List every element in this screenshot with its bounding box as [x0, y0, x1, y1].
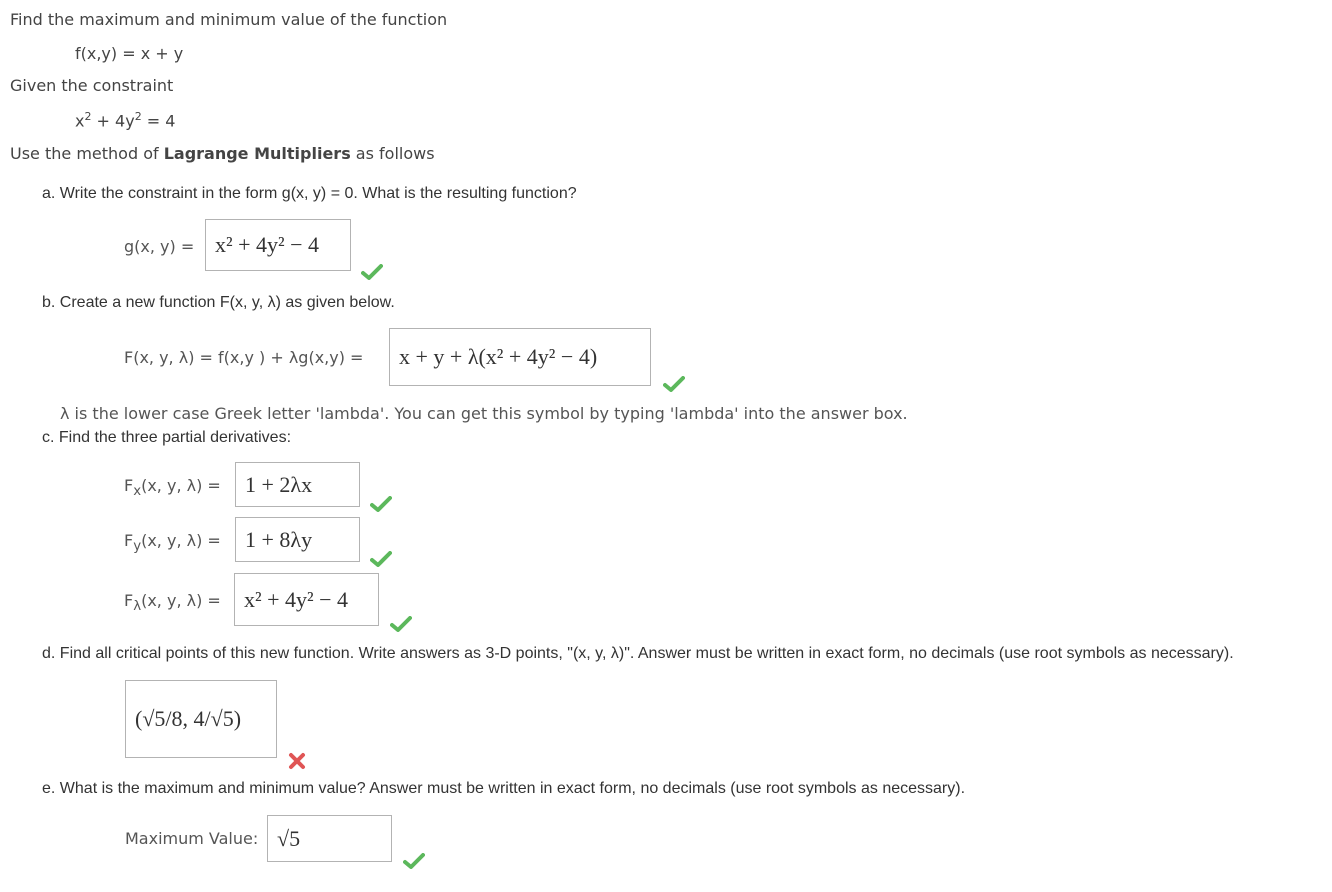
- question-a: a. Write the constraint in the form g(x, y) = 0. What is the resulting function?: [42, 185, 577, 202]
- answer-a-input[interactable]: [205, 219, 351, 271]
- answer-flambda-input[interactable]: [234, 573, 379, 626]
- max-value-label: Maximum Value:: [125, 829, 259, 848]
- answer-a-value: x² + 4y² − 4: [215, 232, 320, 257]
- g-label: g(x, y) =: [124, 237, 195, 256]
- answer-fx-input[interactable]: [235, 462, 360, 507]
- correct-check-icon: [361, 264, 383, 280]
- correct-check-icon: [370, 551, 392, 567]
- given-constraint-label: Given the constraint: [10, 76, 174, 95]
- correct-check-icon: [370, 496, 392, 512]
- method-text: Use the method of Lagrange Multipliers as follows: [10, 144, 435, 163]
- question-c: c. Find the three partial derivatives:: [42, 429, 292, 446]
- Fy-label: $F_y(x$, y, λ) =: [124, 531, 221, 555]
- correct-check-icon: [390, 616, 412, 632]
- function-text: f(x,y) = x + y: [75, 44, 184, 63]
- constraint-text: $x^2 + 4y^2 = 4$: [75, 110, 176, 131]
- answer-d-value: (√5/8, 4/√5): [135, 706, 242, 731]
- correct-check-icon: [663, 376, 685, 392]
- answer-fy-value: 1 + 8λy: [245, 526, 313, 552]
- answer-fy-input[interactable]: [235, 517, 360, 562]
- answer-max-value: √5: [277, 825, 301, 851]
- answer-max-input[interactable]: [267, 815, 392, 862]
- lambda-note: λ is the lower case Greek letter 'lambda'. You can get this symbol by typing 'lambda' into the answer box.: [60, 404, 908, 423]
- question-e: e. What is the maximum and minimum value? Answer must be written in exact form, no decimals (use root symbols as necessary).: [42, 780, 966, 797]
- F-label: F(x, y, λ) = f(x,y ) + λg(x,y) =: [124, 348, 364, 367]
- answer-fx-value: 1 + 2λx: [245, 471, 313, 497]
- question-b: b. Create a new function F(x, y, λ) as given below.: [42, 294, 395, 311]
- Flambda-label: $F_\lambda(x$, y, λ) =: [124, 591, 221, 615]
- answer-flambda-value: x² + 4y² − 4: [244, 586, 349, 612]
- correct-check-icon: [403, 853, 425, 869]
- answer-b-input[interactable]: [389, 328, 651, 386]
- incorrect-x-icon: [287, 751, 307, 771]
- intro-line: Find the maximum and minimum value of the function: [10, 10, 448, 29]
- Fx-label: $F_x(x$, y, λ) =: [124, 476, 221, 500]
- question-d: d. Find all critical points of this new function. Write answers as 3-D points, "(x, y, λ)". Answer must be written in exact form, no decimals (use root symbols as necessary).: [42, 645, 1234, 662]
- answer-d-input[interactable]: [125, 680, 277, 758]
- answer-b-value: x + y + λ(x² + 4y² − 4): [399, 344, 598, 369]
